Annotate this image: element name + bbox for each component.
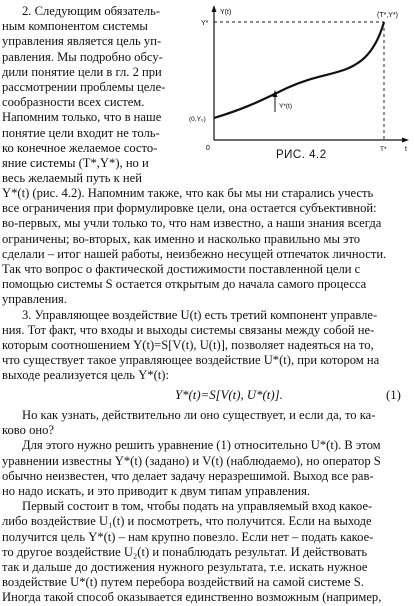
text-line: Для этого нужно решить уравнение (1) относительно U*(t). В этом xyxy=(22,438,381,453)
text-line: 3. Управляющее воздействие U(t) есть третий компонент управле- xyxy=(22,307,378,322)
text-line: рассмотрении проблемы целе- xyxy=(2,80,166,95)
start-point-label: (0,Y₀) xyxy=(189,116,206,123)
text-line: обычно неизвестен, что делает задачу неразрешимой. Выход все рав- xyxy=(2,468,374,483)
text-line: то другое воздействие U₂(t) и понаблюдать результат. И действовать xyxy=(2,544,368,559)
y-axis-arrow-icon xyxy=(212,5,217,12)
text-line: Но как узнать, действительно ли оно существует, и если да, то ка- xyxy=(22,408,376,422)
text-line: так и дальше до достижения нужного результата, т.е. искать нужное xyxy=(2,560,368,575)
text-line: сделали – итог нашей работы, неизбежно несущей отпечаток личности. xyxy=(2,246,387,261)
x-axis-label: t xyxy=(405,146,407,153)
text-line: помощью системы S остается открытым до начала самого процесса xyxy=(2,277,367,292)
text-line: равления. Мы подробно обсу- xyxy=(2,49,163,64)
equation-1 xyxy=(0,388,404,404)
figure-caption: РИС. 4.2 xyxy=(276,149,327,161)
text-line: ково оно? xyxy=(2,423,55,438)
paragraph-block-1 xyxy=(2,186,404,384)
text-line: сообразности всех систем. xyxy=(2,95,145,110)
text-line: воздействие U*(t) путем перебора воздействий на самой системе S. xyxy=(2,575,364,590)
text-line: управления. xyxy=(2,292,67,307)
text-line: уравнении известны Y*(t) (задано) и V(t) (наблюдаемо), но оператор S xyxy=(2,453,381,468)
text-line: управления является цель уп- xyxy=(2,34,162,49)
end-tick-label: T* xyxy=(380,146,387,153)
text-line: ко конечное желаемое состо- xyxy=(2,140,158,155)
text-line: дили понятие цели в гл. 2 при xyxy=(2,64,162,79)
text-line: яние системы (T*,Y*), но и xyxy=(2,156,149,171)
text-line: но надо искать, и это приводит к двум типам управления. xyxy=(2,484,311,499)
text-line: во-первых, мы учли только то, что нам известно, а наши знания всегда xyxy=(2,216,382,231)
paragraph-block-2 xyxy=(2,408,404,606)
target-path-curve xyxy=(214,22,384,118)
text-line: Y*(t) (рис. 4.2). Напомним также, что как бы мы ни старались учесть xyxy=(2,186,374,200)
left-column-text xyxy=(2,4,188,186)
text-line: Так что вопрос о фактической достижимости поставленной цели с xyxy=(2,262,361,277)
text-line: ограничены; во-вторых, как именно и насколько правильно мы это xyxy=(2,231,361,246)
y-axis-label: Y(t) xyxy=(220,9,232,16)
text-line: Первый состоит в том, чтобы подать на управляемый вход какое- xyxy=(22,499,373,514)
text-line: что существует такое управляющее воздействие U*(t), при котором на xyxy=(2,353,380,368)
text-line: ния. Тот факт, что входы и выходы системы связаны между собой не- xyxy=(2,322,375,337)
figure-4-2 xyxy=(189,0,414,168)
text-line: понятие цели входит не толь- xyxy=(2,125,160,140)
text-line: Напомним только, что в наше xyxy=(2,110,162,125)
equation-text: Y*(t)=S[V(t), U*(t)]. xyxy=(175,388,283,402)
text-line: Иногда такой способ оказывается единственно возможным (например, xyxy=(2,590,382,605)
equation-number: (1) xyxy=(386,388,401,402)
y-star-label: Y* xyxy=(201,20,209,27)
curve-label: Y*(t) xyxy=(279,103,292,110)
text-line: весь желаемый путь к ней xyxy=(2,171,142,186)
x-axis-arrow-icon xyxy=(402,138,409,143)
text-line: 2. Следующим обязатель- xyxy=(22,4,161,18)
text-line: которым соотношением Y(t)=S[V(t), U(t)], позволяет надеяться на то, xyxy=(2,338,374,353)
text-line: все ограничения при формулировке цели, она остается субъективной: xyxy=(2,201,377,216)
text-line: получится цель Y*(t) – нам крупно повезло. Если нет – подать какое- xyxy=(2,529,374,544)
text-line: ным компонентом системы xyxy=(2,19,148,34)
origin-label: 0 xyxy=(206,145,210,152)
text-line: выходе реализуется цель Y*(t): xyxy=(2,368,169,383)
text-line: либо воздействие U₁(t) и посмотреть, что получится. Если на выходе xyxy=(2,514,372,529)
end-point-label: (T*,Y*) xyxy=(377,12,398,19)
